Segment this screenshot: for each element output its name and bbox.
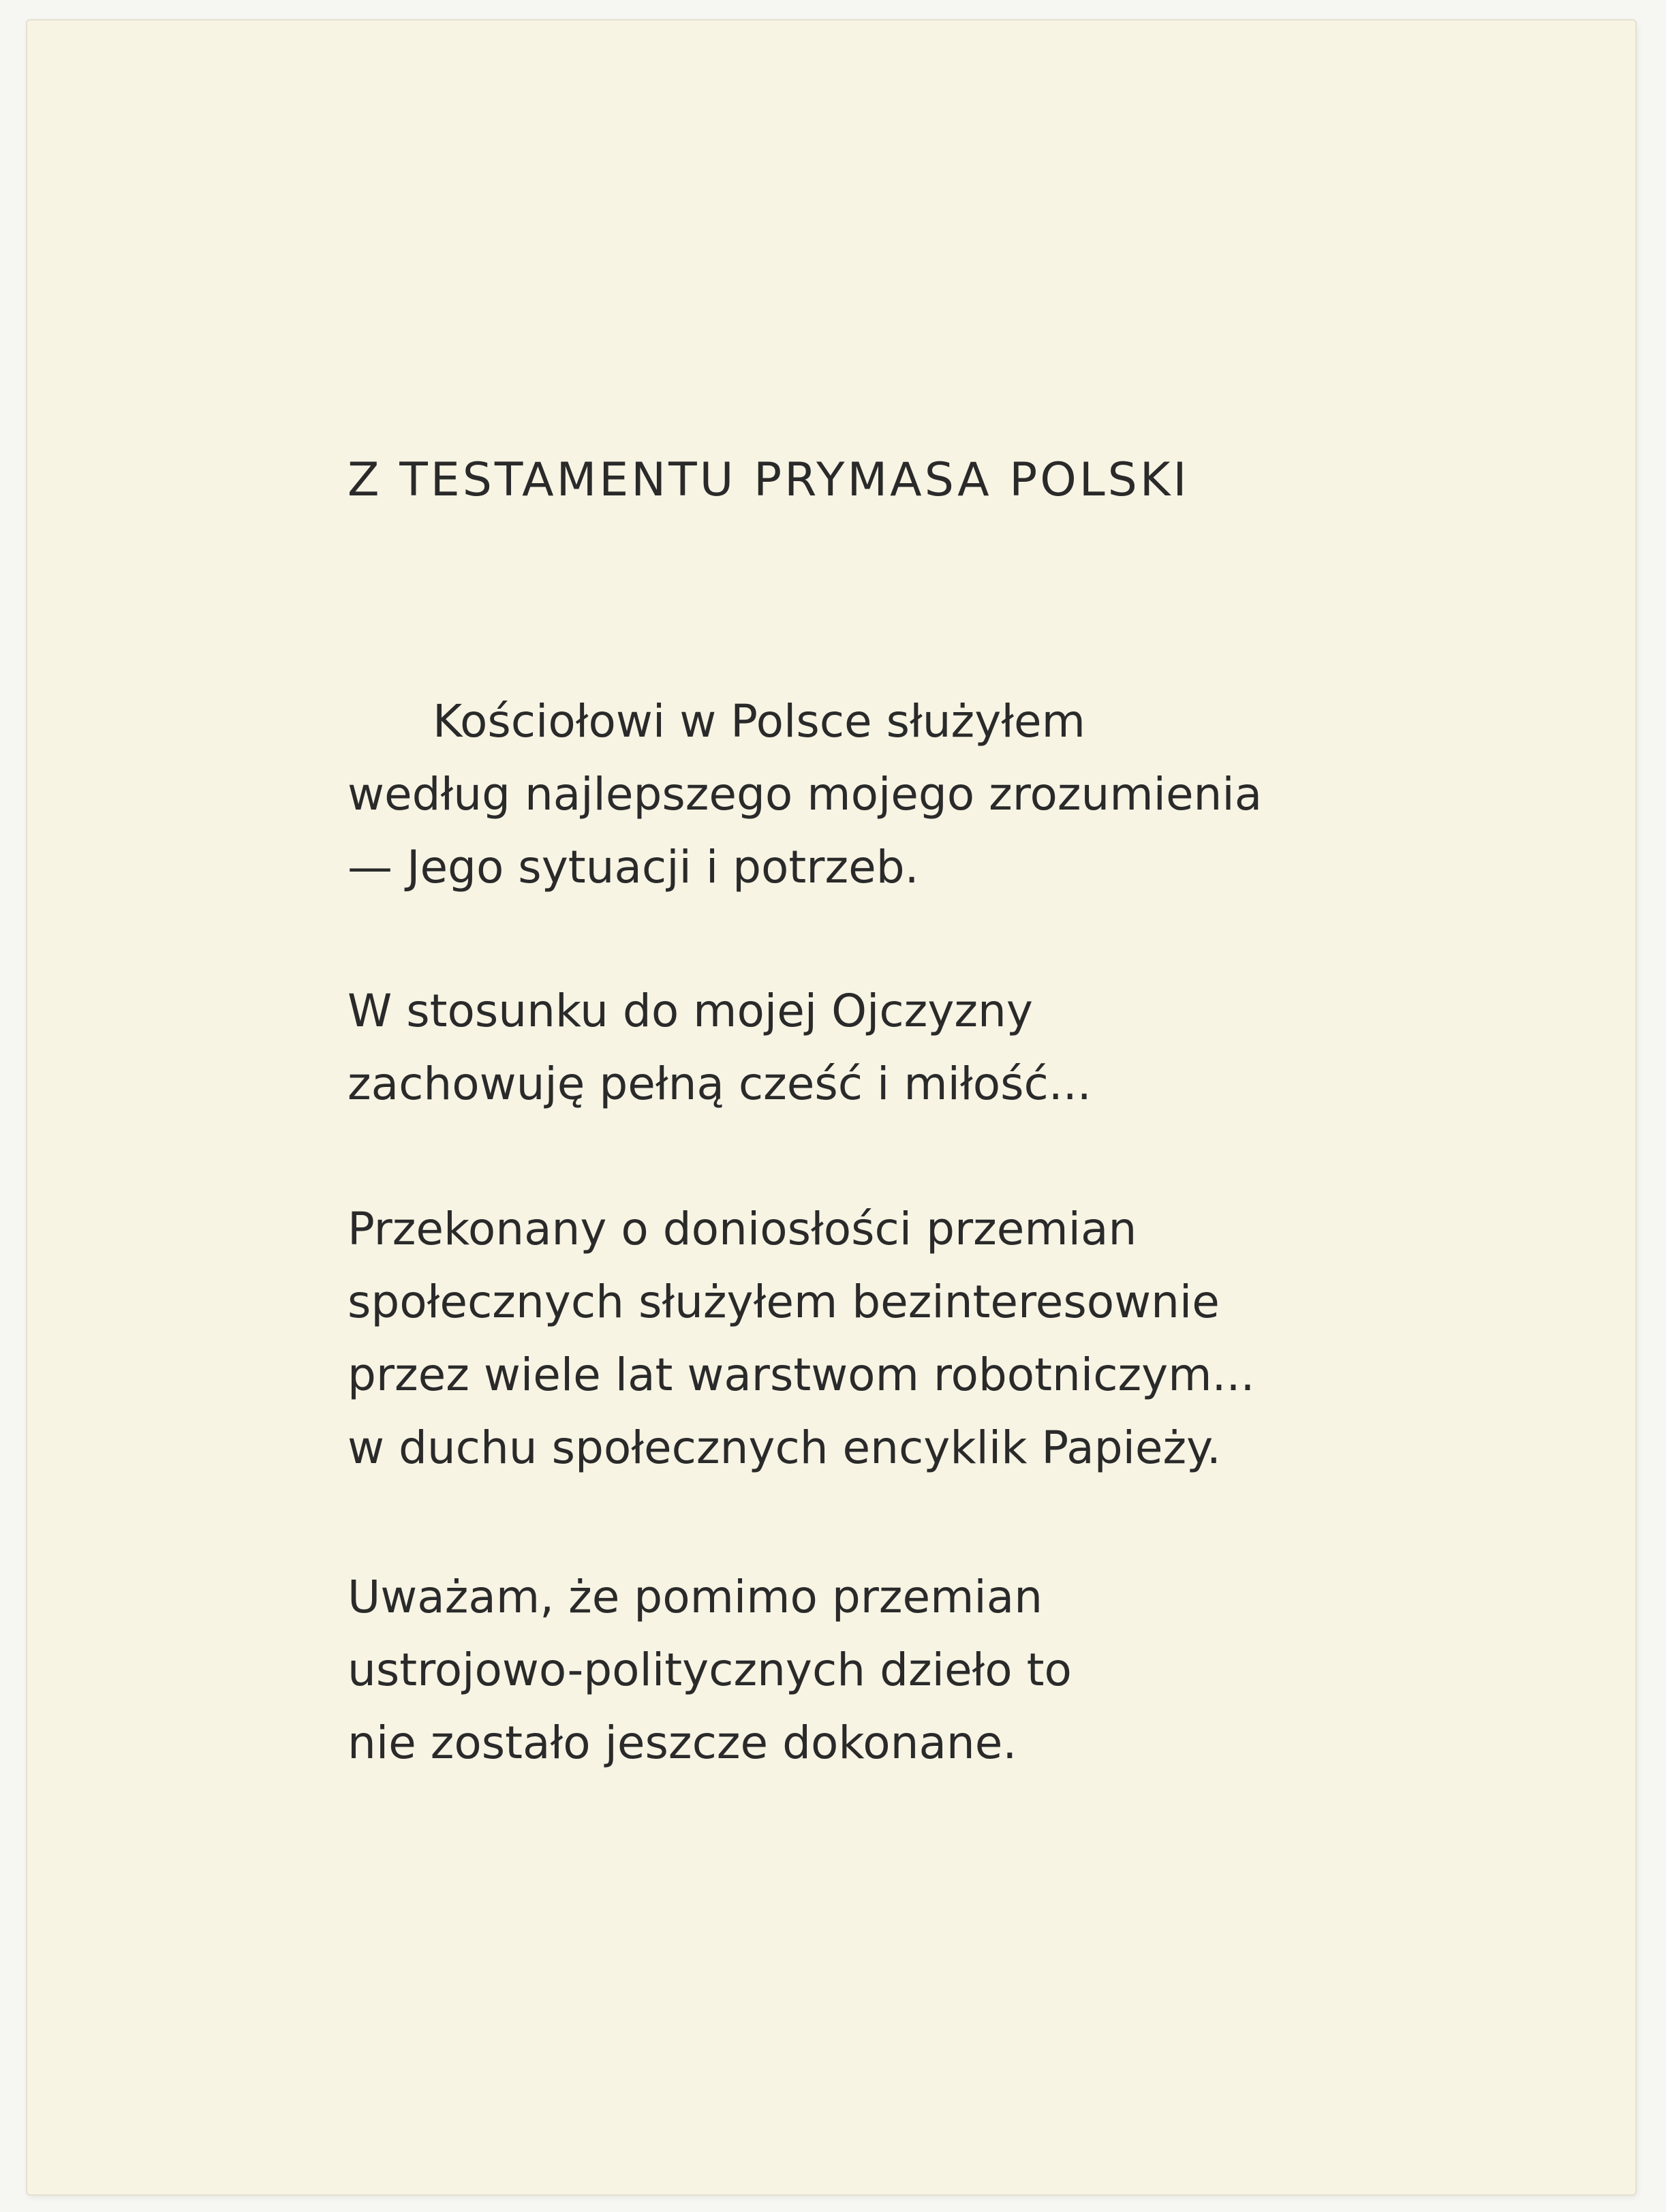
text-line: W stosunku do mojej Ojczyzny [348, 985, 1033, 1037]
text-line: według najlepszego mojego zrozumienia [348, 768, 1263, 820]
text-line: w duchu społecznych encyklik Papieży. [348, 1422, 1221, 1474]
paragraph-1 [348, 685, 1438, 904]
text-line: Przekonany o doniosłości przemian [348, 1203, 1137, 1255]
text-line: nie zostało jeszcze dokonane. [348, 1717, 1017, 1769]
text-line: Kościołowi w Polsce służyłem [433, 695, 1085, 748]
printed-card [27, 20, 1635, 2194]
text-line: społecznych służyłem bezinteresownie [348, 1276, 1220, 1328]
text-line: — Jego sytuacji i potrzeb. [348, 841, 919, 893]
text-line: ustrojowo-politycznych dzieło to [348, 1644, 1072, 1696]
paragraph-2 [348, 974, 1438, 1120]
text-line: zachowuję pełną cześć i miłość... [348, 1058, 1092, 1110]
text-line: Uważam, że pomimo przemian [348, 1571, 1043, 1623]
paragraph-4 [348, 1561, 1438, 1779]
document-title: Z TESTAMENTU PRYMASA POLSKI [348, 453, 1190, 507]
text-line: przez wiele lat warstwom robotniczym... [348, 1349, 1255, 1401]
paragraph-3 [348, 1193, 1438, 1484]
